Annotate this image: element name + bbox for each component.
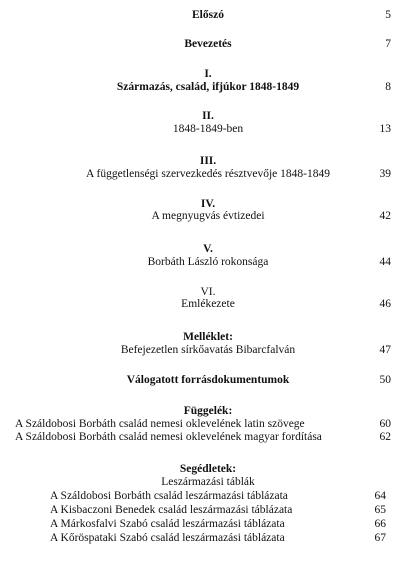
toc-page-chapter-4: 42 [379,210,391,222]
toc-title-chapter-3: A függetlenségi szervezkedés résztvevője 1848-1849 [86,168,330,180]
toc-title-forrasdokumentumok: Válogatott forrásdokumentumok [126,374,290,386]
toc-numeral-3: III. [199,155,217,167]
toc-title-chapter-6: Emlékezete [181,298,235,310]
toc-numeral-6: VI. [200,286,216,298]
toc-page-chapter-5: 44 [379,256,391,268]
toc-page-eloszo: 5 [385,9,391,21]
toc-page-table-4: 67 [374,532,386,544]
toc-title-bevezetes: Bevezetés [184,38,232,50]
toc-page-bevezetes: 7 [385,38,391,50]
toc-title-fuggelek-1: A Száldobosi Borbáth család nemesi oklevelének latin szövege [15,418,305,430]
toc-page-chapter-3: 39 [379,168,391,180]
toc-title-table-4: A Kőröspataki Szabó család leszármazási táblázata [50,532,285,544]
toc-page-chapter-2: 13 [379,123,391,135]
toc-page-chapter-6: 46 [379,298,391,310]
toc-page-forrasdokumentumok: 50 [379,374,391,386]
toc-heading-fuggelek: Függelék: [183,405,233,417]
toc-title-table-2: A Kisbaczoni Benedek család leszármazási táblázata [50,504,293,516]
toc-page-fuggelek-1: 60 [379,418,391,430]
toc-title-chapter-1: Származás, család, ifjúkor 1848-1849 [116,81,300,93]
toc-numeral-1: I. [204,68,212,80]
toc-page-table-1: 64 [374,490,386,502]
toc-title-fuggelek-2: A Száldobosi Borbáth család nemesi oklevelének magyar fordítása [15,431,322,443]
toc-title-table-3: A Márkosfalvi Szabó család leszármazási táblázata [50,518,285,530]
toc-title-chapter-4: A megnyugvás évtizedei [151,210,265,222]
toc-heading-melleklet: Melléklet: [183,331,233,343]
toc-title-table-1: A Száldobosi Borbáth család leszármazási táblázata [50,490,288,502]
toc-page-fuggelek-2: 62 [379,431,391,443]
toc-page-table-2: 65 [374,504,386,516]
toc-numeral-4: IV. [200,198,216,210]
toc-page-table-3: 66 [374,518,386,530]
toc-title-chapter-2: 1848-1849-ben [172,123,244,135]
toc-page-chapter-1: 8 [385,81,391,93]
toc-title-chapter-5: Borbáth László rokonsága [147,256,269,268]
toc-title-melleklet: Befejezetlen sírkőavatás Bibarcfalván [120,344,296,356]
toc-title-eloszo: Előszó [192,9,224,21]
toc-subheading-leszarmazasi: Leszármazási táblák [161,476,255,488]
toc-numeral-2: II. [202,110,214,122]
toc-heading-segedletek: Segédletek: [179,463,237,475]
toc-page-melleklet: 47 [379,344,391,356]
toc-numeral-5: V. [203,243,213,255]
